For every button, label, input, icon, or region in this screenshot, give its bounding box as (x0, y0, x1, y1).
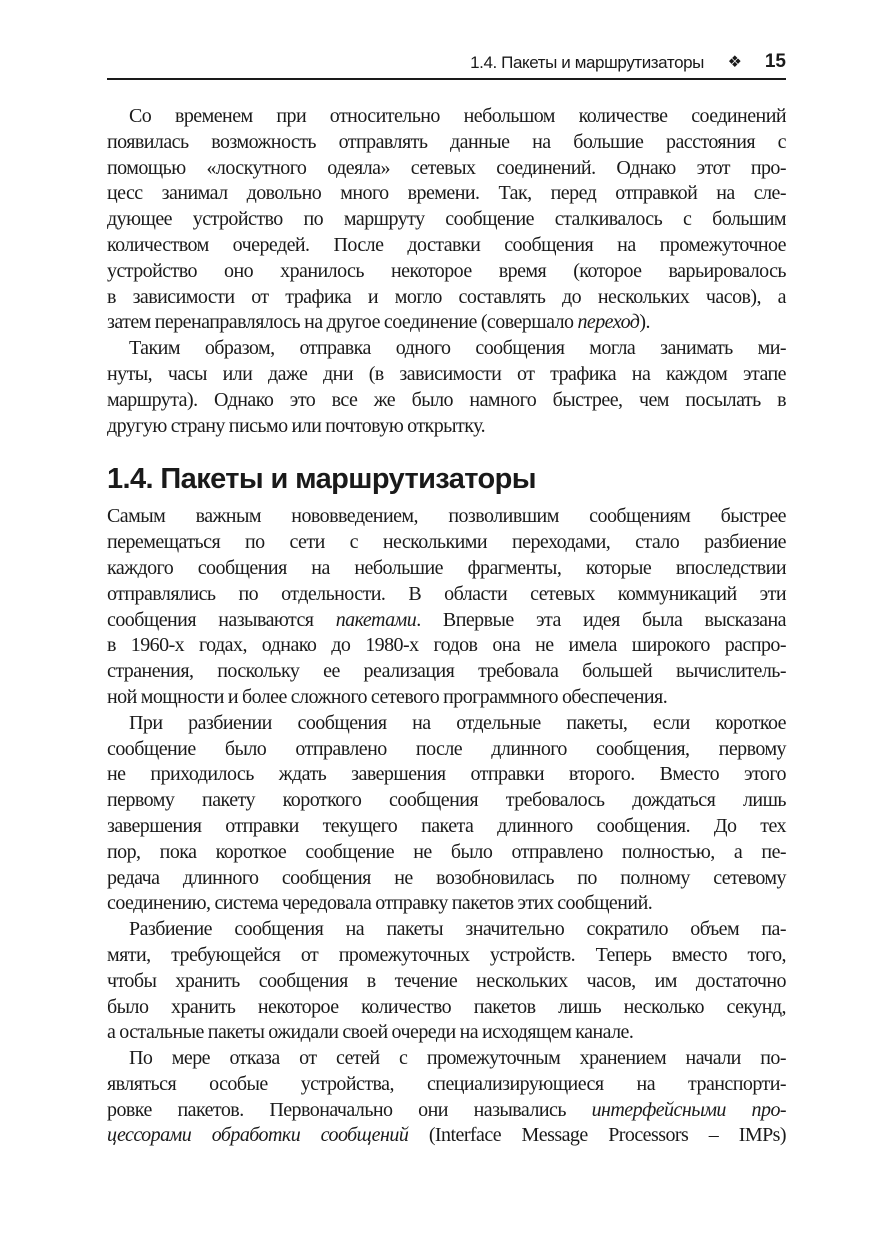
paragraph (107, 104, 786, 336)
text-line: сообщение было отправлено после длинного сообщения, первому (107, 737, 786, 760)
text-line: помощью «лоскутного одеяла» сетевых соединений. Однако этот про- (107, 156, 786, 179)
text-line: первому пакету короткого сообщения требовалось дождаться лишь (107, 789, 786, 812)
text-line: редача длинного сообщения не возобновилась по полному сетевому (107, 866, 786, 889)
text-line: По мере отказа от сетей с промежуточным хранением начали по- (129, 1047, 786, 1070)
page-body (107, 104, 786, 1149)
text-line (107, 608, 786, 634)
text-line: Разбиение сообщения на пакеты значительно сократило объем па- (129, 918, 786, 941)
text-line: дующее устройство по маршруту сообщение сталкивалось с большим (107, 208, 786, 231)
text-line: каждого сообщения на небольшие фрагменты, которые впоследствии (107, 556, 786, 579)
text-line: Таким образом, отправка одного сообщения могла занимать ми- (129, 337, 786, 360)
text-span: ). (639, 311, 650, 334)
text-span: затем перенаправлялось на другое соединение (совершало (107, 311, 578, 334)
text-line: цесс занимал довольно много времени. Так, перед отправкой на сле- (107, 182, 786, 205)
text-line: а остальные пакеты ожидали своей очереди на исходящем канале. (107, 1021, 634, 1044)
text-line: завершения отправки текущего пакета длинного сообщения. До тех (107, 814, 786, 837)
text-line: странения, поскольку ее реализация требовала большей вычислитель- (107, 660, 786, 683)
text-line: в 1960-х годах, однако до 1980-х годов она не имела широкого распро- (107, 634, 786, 657)
text-line: устройство оно хранилось некоторое время (которое варьировалось (107, 259, 786, 282)
italic-term: переход (577, 311, 640, 334)
running-header-title: 1.4. Пакеты и маршрутизаторы (470, 53, 704, 72)
italic-term: цессорами обработки сообщений (107, 1124, 409, 1147)
ornament-icon: ❖ (727, 52, 742, 71)
text-line: не приходилось ждать завершения отправки второго. Вместо этого (107, 763, 786, 786)
text-line: маршрута). Однако это все же было намного быстрее, чем посылать в (107, 388, 786, 411)
text-line: в зависимости от трафика и могло составлять до нескольких часов), а (107, 285, 786, 308)
text-span: (Interface Message Processors – IMPs) (408, 1124, 787, 1147)
text-line: перемещаться по сети с несколькими переходами, стало разбиение (107, 531, 786, 554)
text-line: Со временем при относительно небольшом количестве соединений (129, 105, 786, 127)
text-line: ной мощности и более сложного сетевого программного обеспечения. (107, 685, 668, 708)
text-line: Самым важным нововведением, позволившим сообщениям быстрее (107, 505, 786, 528)
text-line: появилась возможность отправлять данные на большие расстояния с (107, 130, 786, 153)
text-line: было хранить некоторое количество пакетов лишь несколько секунд, (107, 995, 786, 1018)
text-line (107, 1098, 786, 1124)
text-line: соединению, система чередовала отправку пакетов этих сообщений. (107, 892, 653, 915)
paragraph (107, 711, 786, 917)
italic-term: пакетами (335, 608, 417, 631)
text-line: пор, пока короткое сообщение не было отправлено полностью, а пе- (107, 840, 786, 863)
italic-term: интерфейсными про- (591, 1098, 786, 1121)
text-line: другую страну письмо или почтовую открытку. (107, 414, 486, 437)
text-line: При разбиении сообщения на отдельные пакеты, если короткое (129, 711, 786, 734)
paragraph (107, 504, 786, 710)
text-span: сообщения называются (107, 608, 336, 631)
text-line (107, 310, 786, 336)
text-span: ровке пакетов. Первоначально они назывались (107, 1098, 592, 1121)
section-heading: 1.4. Пакеты и маршрутизаторы (107, 463, 536, 496)
page-number: 15 (764, 51, 786, 72)
paragraph (107, 1046, 786, 1149)
text-line: мяти, требующейся от промежуточных устройств. Теперь вместо того, (107, 943, 786, 966)
text-line: являться особые устройства, специализирующиеся на транспорти- (107, 1072, 786, 1095)
text-line: количеством очередей. После доставки сообщения на промежуточное (107, 233, 786, 256)
text-span: . Впервые эта идея была высказана (416, 608, 786, 631)
running-header (107, 50, 786, 80)
text-line (107, 1123, 786, 1149)
paragraph (107, 917, 786, 1046)
paragraph (107, 336, 786, 439)
text-line: нуты, часы или даже дни (в зависимости от трафика на каждом этапе (107, 362, 786, 385)
text-line: чтобы хранить сообщения в течение нескольких часов, им достаточно (107, 969, 786, 992)
text-line: отправлялись по отдельности. В области сетевых коммуникаций эти (107, 582, 786, 605)
